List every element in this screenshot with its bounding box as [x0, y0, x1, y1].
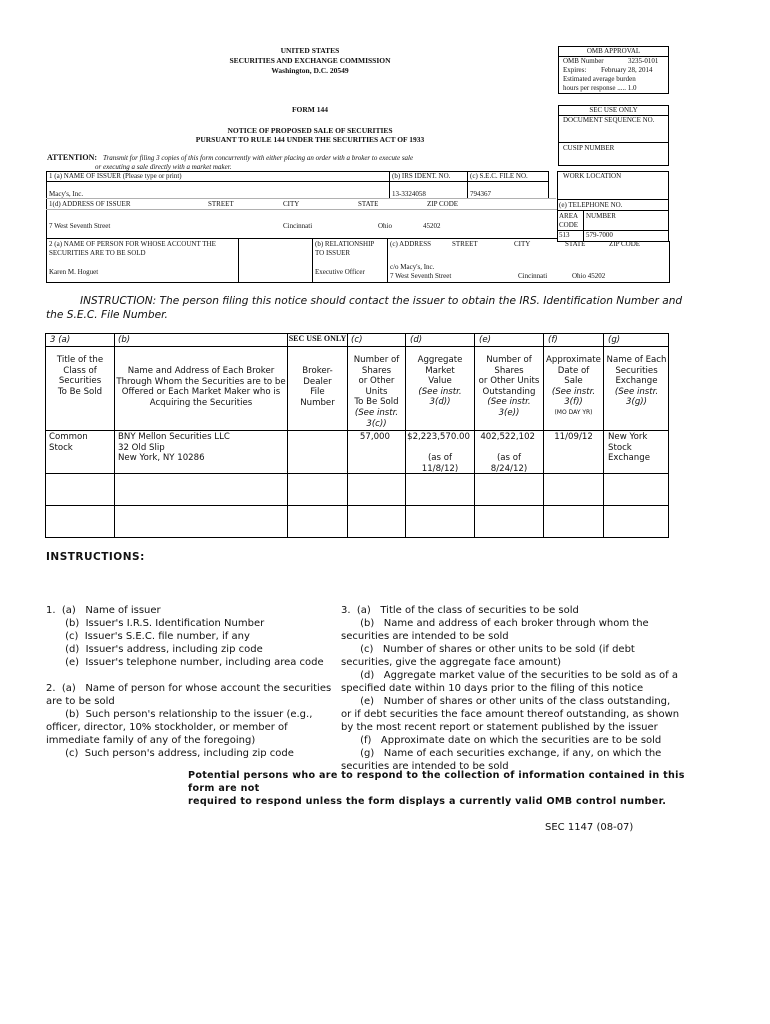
- col-id-f: (f): [548, 335, 558, 345]
- col-sec-use-only: SEC USE ONLY: [288, 334, 347, 343]
- work-location-label: WORK LOCATION: [563, 172, 622, 180]
- col-id-3a: 3 (a): [50, 335, 71, 345]
- instructions-left: 1. (a) Name of issuer (b) Issuer's I.R.S. Identification Number (c) Issuer's S.E.C. file number, if any (d) Issuer's address, including zip code (e) Issuer's telephone number, including area code 2. (a) Name of person for whose account the securities are to be sold (b) Such person's relationship to the issuer (e.g., officer, director, 10% stockholder, or member of immediate family of any of the foregoing) (c) Such person's address, including zip code: [46, 605, 332, 759]
- omb-title: OMB APPROVAL: [586, 47, 641, 55]
- agency-line-1: UNITED STATES: [280, 46, 340, 55]
- sec-use-title: SEC USE ONLY: [589, 106, 638, 114]
- omb-expires-label: Expires:: [563, 66, 587, 74]
- code-label: CODE: [559, 221, 579, 229]
- person-label-1: 2 (a) NAME OF PERSON FOR WHOSE ACCOUNT THE: [49, 240, 216, 248]
- col-f-header: Approximate Date of Sale (See instr. 3(f)) (MO DAY YR): [546, 355, 601, 416]
- person-address-line-1: c/o Macy's, Inc.: [390, 263, 435, 271]
- number-label: NUMBER: [586, 212, 616, 220]
- document-sequence-label: DOCUMENT SEQUENCE NO.: [563, 116, 655, 124]
- telephone-label: (e) TELEPHONE NO.: [559, 201, 623, 209]
- issuer-city: Cincinnati: [283, 222, 313, 230]
- omb-number-label: OMB Number: [563, 57, 604, 65]
- sec-file-number: 794367: [470, 190, 491, 198]
- row-broker: BNY Mellon Securities LLC 32 Old Slip New York, NY 10286: [118, 432, 230, 464]
- omb-expires-value: February 28, 2014: [601, 66, 653, 74]
- row-outstanding-asof: (as of 8/24/12): [490, 453, 528, 474]
- instruction-note: INSTRUCTION: The person filing this notice should contact the issuer to obtain the IRS. Identification Number and the S.E.C. File Number.: [46, 295, 683, 321]
- issuer-state: Ohio: [378, 222, 392, 230]
- instructions-heading: INSTRUCTIONS:: [46, 551, 145, 563]
- row-value-asof: (as of 11/8/12): [421, 453, 459, 474]
- person-city-label: CITY: [514, 240, 531, 248]
- issuer-address-label: 1(d) ADDRESS OF ISSUER: [49, 200, 131, 208]
- col-id-g: (g): [608, 335, 621, 345]
- notice-title-line-2: PURSUANT TO RULE 144 UNDER THE SECURITIES ACT OF 1933: [195, 135, 425, 144]
- irs-ident-number: 13-3324058: [392, 190, 426, 198]
- person-street-label: STREET: [452, 240, 478, 248]
- col-b-header: Name and Address of Each Broker Through Whom the Securities are to be Offered or Each Market Maker who is Acquiring the Securities: [116, 366, 286, 408]
- issuer-street: 7 West Seventh Street: [49, 222, 111, 230]
- issuer-street-label: STREET: [208, 200, 234, 208]
- relationship-value: Executive Officer: [315, 268, 365, 276]
- phone-number: 579-7000: [586, 231, 613, 239]
- row-value: $2,223,570.00: [407, 432, 470, 442]
- cusip-label: CUSIP NUMBER: [563, 144, 615, 152]
- form-code: SEC 1147 (08-07): [545, 822, 634, 833]
- person-address-label: (c) ADDRESS: [390, 240, 432, 248]
- omb-number-value: 3235-0101: [628, 57, 659, 65]
- row-shares: 57,000: [359, 432, 390, 442]
- col-sec-header: Broker- Dealer File Number: [300, 366, 335, 408]
- person-name: Karen M. Hoguet: [49, 268, 99, 276]
- attention-text-2: or executing a sale directly with a market maker.: [95, 163, 232, 171]
- omb-burden-line-2: hours per response ..... 1.0: [563, 84, 637, 92]
- col-d-header: Aggregate Market Value (See instr. 3(d)): [417, 355, 463, 408]
- col-id-e: (e): [479, 335, 491, 345]
- issuer-city-label: CITY: [283, 200, 300, 208]
- col-c-header: Number of Shares or Other Units To Be Sold (See instr. 3(c)): [353, 355, 400, 429]
- relationship-label-1: (b) RELATIONSHIP: [315, 240, 375, 248]
- row-exchange: New York Stock Exchange: [608, 432, 650, 464]
- form-name: FORM 144: [291, 105, 329, 114]
- person-state-zip: Ohio 45202: [572, 272, 606, 280]
- col-id-c: (c): [351, 335, 363, 345]
- person-label-2: SECURITIES ARE TO BE SOLD: [49, 249, 146, 257]
- instructions-right: 3. (a) Title of the class of securities to be sold (b) Name and address of each broker through whom the securities are intended to be sold (c) Number of shares or other units to be sold (if debt securities, give the aggregate face amount) (d) Aggregate market value of the securities to be sold as of a specified date within 10 days prior to the filing of this notice (e) Number of shares or other units of the class outstanding, or if debt securities the face amount thereof outstanding, as shown by the most recent report or statement published by the issuer (f) Approximate date on which the securities are to be sold (g) Name of each securities exchange, if any, on which the securities are intended to be sold: [341, 605, 680, 772]
- issuer-zip-label: ZIP CODE: [427, 200, 459, 208]
- notice-title-line-1: NOTICE OF PROPOSED SALE OF SECURITIES: [227, 126, 393, 135]
- agency-line-3: Washington, D.C. 20549: [271, 66, 349, 75]
- col-e-header: Number of Shares or Other Units Outstanding (See instr. 3(e)): [478, 355, 540, 418]
- relationship-label-2: TO ISSUER: [315, 249, 351, 257]
- omb-burden-line-1: Estimated average burden: [563, 75, 636, 83]
- col-id-d: (d): [410, 335, 423, 345]
- person-city: Cincinnati: [518, 272, 548, 280]
- col-g-header: Name of Each Securities Exchange (See instr. 3(g)): [606, 355, 667, 408]
- row-class: Common Stock: [49, 432, 88, 453]
- col-id-b: (b): [118, 335, 131, 345]
- col-a-header: Title of the Class of Securities To Be Sold: [56, 355, 104, 397]
- issuer-zip: 45202: [423, 222, 441, 230]
- row-date: 11/09/12: [554, 432, 593, 442]
- issuer-name: Macy's, Inc.: [49, 190, 84, 198]
- sec-file-label: (c) S.E.C. FILE NO.: [470, 172, 528, 180]
- person-address-line-2: 7 West Seventh Street: [390, 272, 452, 280]
- row-outstanding: 402,522,102: [480, 432, 535, 442]
- issuer-state-label: STATE: [358, 200, 379, 208]
- agency-line-2: SECURITIES AND EXCHANGE COMMISSION: [229, 56, 391, 65]
- area-code: 513: [559, 231, 570, 239]
- attention-label: ATTENTION:: [47, 153, 98, 162]
- person-state-label: STATE: [565, 240, 586, 248]
- issuer-name-label: 1 (a) NAME OF ISSUER (Please type or print): [49, 172, 182, 180]
- area-label: AREA: [559, 212, 579, 220]
- attention-text-1: Transmit for filing 3 copies of this form concurrently with either placing an order with a broker to execute sale: [103, 154, 414, 162]
- person-zip-label: ZIP CODE: [609, 240, 641, 248]
- omb-notice: Potential persons who are to respond to the collection of information contained in this form are not required to respond unless the form displays a currently valid OMB control number.: [188, 770, 685, 807]
- irs-ident-label: (b) IRS IDENT. NO.: [392, 172, 451, 180]
